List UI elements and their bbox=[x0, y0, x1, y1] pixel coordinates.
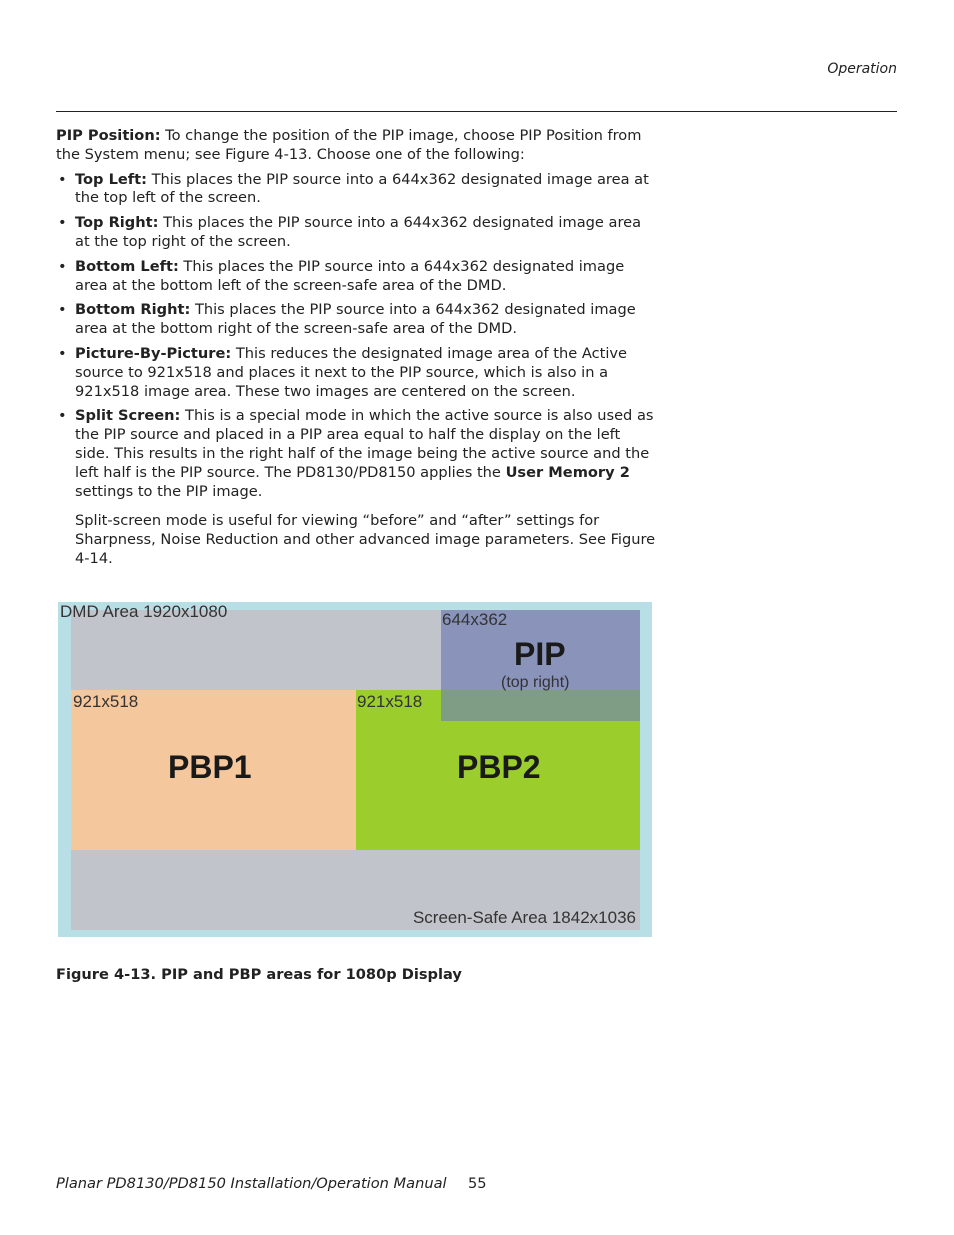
pip-size-label: 644x362 bbox=[442, 610, 508, 629]
option-term: Bottom Right: bbox=[75, 301, 191, 319]
figure-caption: Figure 4-13. PIP and PBP areas for 1080p Display bbox=[56, 966, 462, 983]
option-text: This is a special mode in which the active source is also used as the PIP source and placed in a PIP area equal to half the display on the left side. This results in the right half of the image being the active source and the left half is the PIP source. The PD8130/PD8150 applies the bbox=[75, 407, 654, 481]
pbp2-size-label: 921x518 bbox=[357, 692, 423, 711]
dmd-area-label: DMD Area 1920x1080 bbox=[60, 602, 228, 621]
body-text bbox=[56, 127, 656, 569]
intro-text: To change the position of the PIP image, choose PIP Position from the System menu; see Figure 4-13. Choose one of the following: bbox=[56, 127, 642, 163]
option-text: This places the PIP source into a 644x362 designated image area at the bottom left of the screen-safe area of the DMD. bbox=[75, 257, 625, 294]
option-text: This places the PIP source into a 644x362 designated image area at the top right of the screen. bbox=[75, 214, 642, 250]
pbp1-size-label: 921x518 bbox=[73, 692, 139, 711]
option-text-end: settings to the PIP image. bbox=[75, 482, 263, 500]
option-top-left bbox=[56, 171, 656, 209]
option-text: This places the PIP source into a 644x362 designated image area at the bottom right of the screen-safe area of the DMD. bbox=[75, 301, 636, 338]
pbp1-title: PBP1 bbox=[168, 749, 252, 785]
pip-pbp-figure bbox=[58, 602, 652, 937]
option-term: Top Right: bbox=[75, 214, 159, 232]
option-term: Split Screen: bbox=[75, 407, 181, 425]
option-term: Top Left: bbox=[75, 170, 147, 188]
option-top-right bbox=[56, 214, 656, 252]
screen-safe-label: Screen-Safe Area 1842x1036 bbox=[412, 908, 636, 927]
split-screen-note: Split-screen mode is useful for viewing “before” and “after” settings for Sharpness, Noise Reduction and other advanced image parameters. See Figure 4-14. bbox=[75, 512, 656, 567]
pip-position-options bbox=[56, 171, 656, 502]
pip-title: PIP bbox=[514, 636, 566, 672]
footer-page-number: 55 bbox=[468, 1175, 487, 1192]
option-split-screen bbox=[56, 407, 656, 501]
header-rule bbox=[56, 111, 897, 112]
user-memory-term: User Memory 2 bbox=[505, 463, 630, 481]
footer-manual-title: Planar PD8130/PD8150 Installation/Operation Manual bbox=[56, 1175, 447, 1192]
pip-pbp2-overlap bbox=[441, 690, 640, 721]
option-term: Picture-By-Picture: bbox=[75, 344, 232, 362]
pip-subtitle: (top right) bbox=[501, 674, 570, 691]
intro-paragraph bbox=[56, 127, 656, 165]
option-bottom-right bbox=[56, 301, 656, 339]
option-bottom-left bbox=[56, 258, 656, 296]
intro-term: PIP Position: bbox=[56, 127, 161, 144]
pbp2-title: PBP2 bbox=[457, 749, 541, 785]
header-section-label: Operation bbox=[827, 61, 897, 77]
option-text: This reduces the designated image area of the Active source to 921x518 and places it next to the PIP source, which is also in a 921x518 image area. These two images are centered on the screen. bbox=[75, 344, 627, 400]
option-term: Bottom Left: bbox=[75, 257, 179, 275]
option-text: This places the PIP source into a 644x362 designated image area at the top left of the screen. bbox=[75, 170, 649, 207]
option-picture-by-picture bbox=[56, 345, 656, 401]
